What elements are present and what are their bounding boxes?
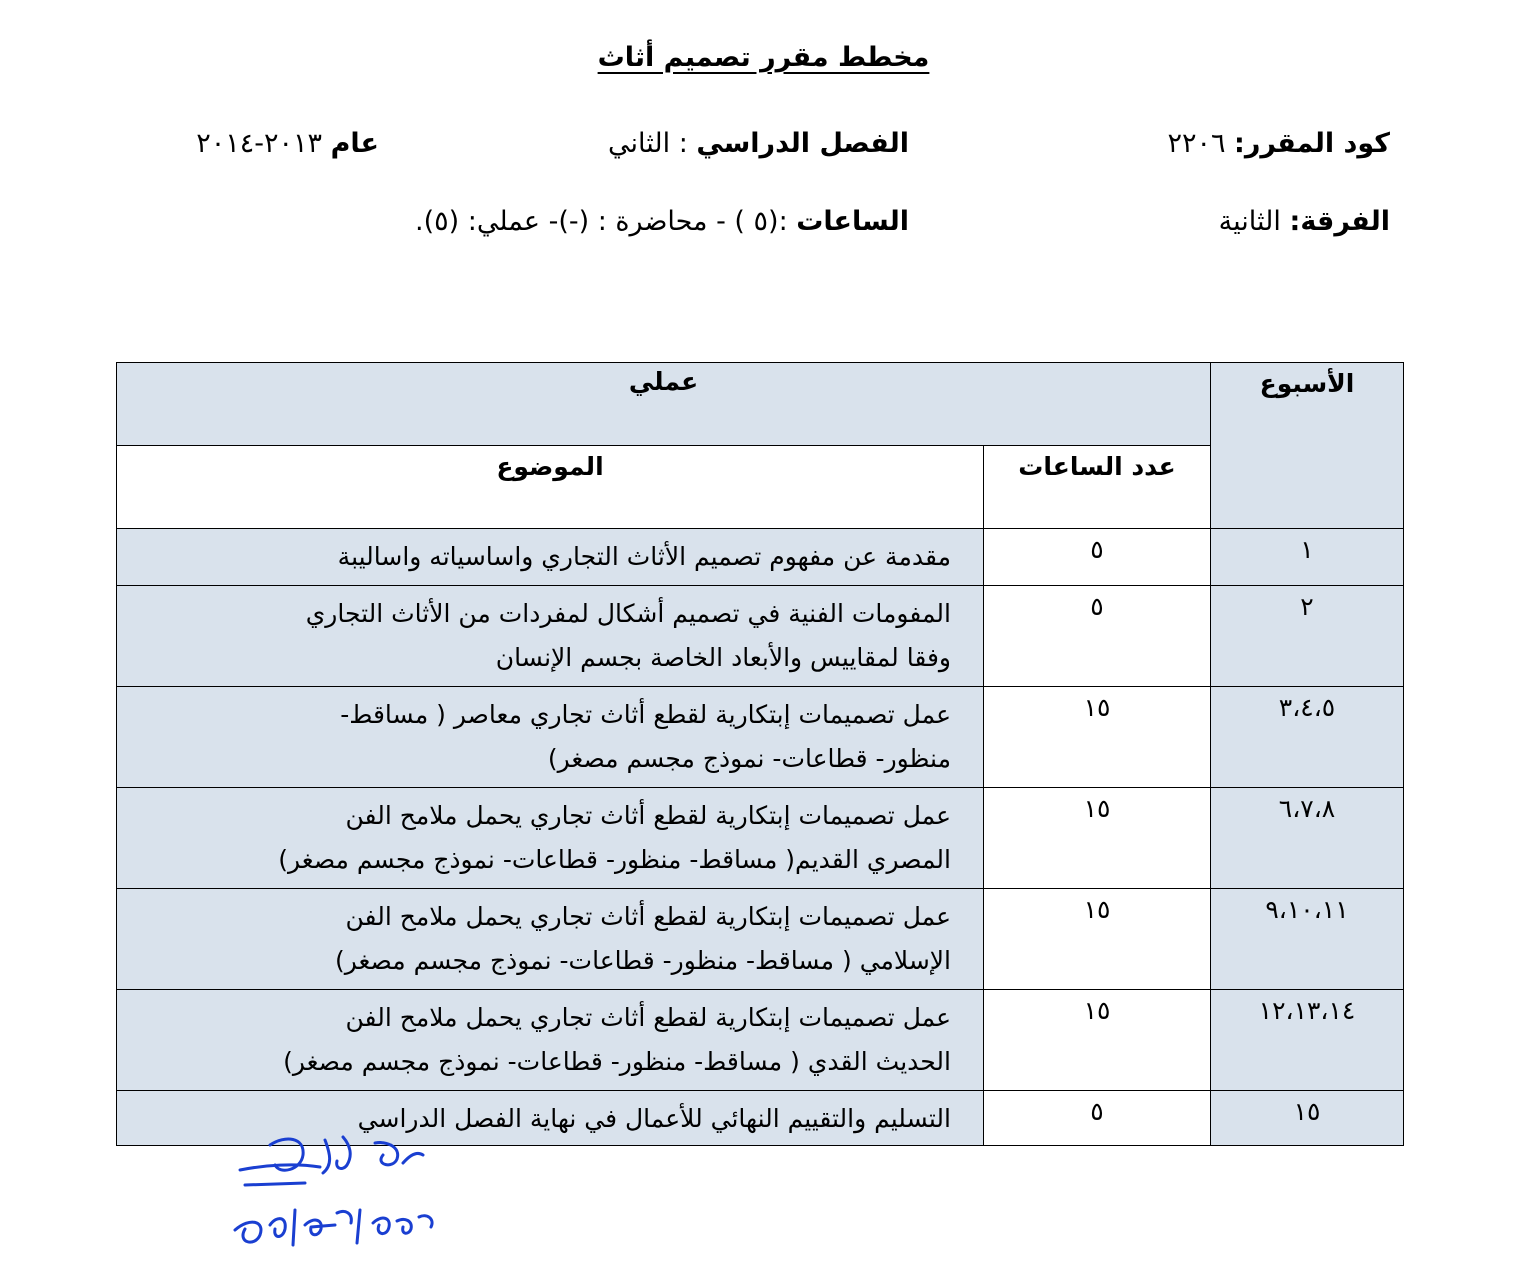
hours-header: عدد الساعات — [984, 446, 1211, 529]
topic-cell: عمل تصميمات إبتكارية لقطع أثاث تجاري يحمل ملامح الفن الحديث القدي ( مساقط- منظور- قطاعات- نموذج مجسم مصغر) — [117, 990, 984, 1091]
hours-cell: ١٥ — [984, 788, 1211, 889]
year-value: ٢٠١٣-٢٠١٤ — [196, 128, 323, 159]
academic-year — [196, 128, 379, 159]
level-label: الفرقة: — [1289, 206, 1390, 237]
topic-cell: التسليم والتقييم النهائي للأعمال في نهاية الفصل الدراسي — [117, 1091, 984, 1146]
course-plan-table — [116, 362, 1404, 1146]
week-cell: ١ — [1211, 529, 1404, 586]
hours-value: :(٥ ) - محاضرة : (-)- عملي: (٥). — [414, 206, 788, 237]
table-row — [117, 889, 1404, 990]
level — [1219, 206, 1390, 237]
topic-cell: عمل تصميمات إبتكارية لقطع أثاث تجاري يحمل ملامح الفن المصري القديم( مساقط- منظور- قطاعات- نموذج مجسم مصغر) — [117, 788, 984, 889]
table-header-row — [117, 363, 1404, 446]
hours-cell: ١٥ — [984, 687, 1211, 788]
page-title: مخطط مقرر تصميم أثاث — [597, 42, 930, 73]
course-code-label: كود المقرر: — [1234, 128, 1390, 159]
week-cell: ٩،١٠،١١ — [1211, 889, 1404, 990]
table-row — [117, 529, 1404, 586]
hours-cell: ٥ — [984, 1091, 1211, 1146]
level-value: الثانية — [1218, 206, 1281, 237]
semester-value: : الثاني — [608, 128, 688, 159]
practical-header: عملي — [117, 363, 1211, 446]
signature-line1 — [225, 1125, 226, 1126]
topic-cell: عمل تصميمات إبتكارية لقطع أثاث تجاري يحمل ملامح الفن الإسلامي ( مساقط- منظور- قطاعات- نموذج مجسم مصغر) — [117, 889, 984, 990]
table-subheader-row — [117, 446, 1404, 529]
hours-cell: ١٥ — [984, 889, 1211, 990]
topic-cell: المفومات الفنية في تصميم أشكال لمفردات من الأثاث التجاري وفقا لمقاييس والأبعاد الخاصة بجسم الإنسان — [117, 586, 984, 687]
table-row — [117, 990, 1404, 1091]
semester-label: الفصل الدراسي — [696, 128, 909, 159]
year-label: عام — [330, 128, 379, 159]
week-cell: ٣،٤،٥ — [1211, 687, 1404, 788]
topic-header: الموضوع — [117, 446, 984, 529]
week-header: الأسبوع — [1211, 363, 1404, 529]
table-row — [117, 788, 1404, 889]
hours-cell: ١٥ — [984, 990, 1211, 1091]
course-code — [1167, 128, 1390, 159]
week-cell: ٦،٧،٨ — [1211, 788, 1404, 889]
hours-summary — [415, 206, 909, 237]
hours-cell: ٥ — [984, 586, 1211, 687]
handwritten-signature — [225, 1125, 445, 1255]
table-row — [117, 687, 1404, 788]
hours-label: الساعات — [796, 206, 909, 237]
table-row — [117, 586, 1404, 687]
topic-cell: عمل تصميمات إبتكارية لقطع أثاث تجاري معاصر ( مساقط- منظور- قطاعات- نموذج مجسم مصغر) — [117, 687, 984, 788]
topic-cell: مقدمة عن مفهوم تصميم الأثاث التجاري واساسياته واساليبة — [117, 529, 984, 586]
hours-cell: ٥ — [984, 529, 1211, 586]
course-code-value: ٢٢٠٦ — [1167, 128, 1226, 159]
week-cell: ١٢،١٣،١٤ — [1211, 990, 1404, 1091]
week-cell: ٢ — [1211, 586, 1404, 687]
semester — [608, 128, 909, 159]
week-cell: ١٥ — [1211, 1091, 1404, 1146]
